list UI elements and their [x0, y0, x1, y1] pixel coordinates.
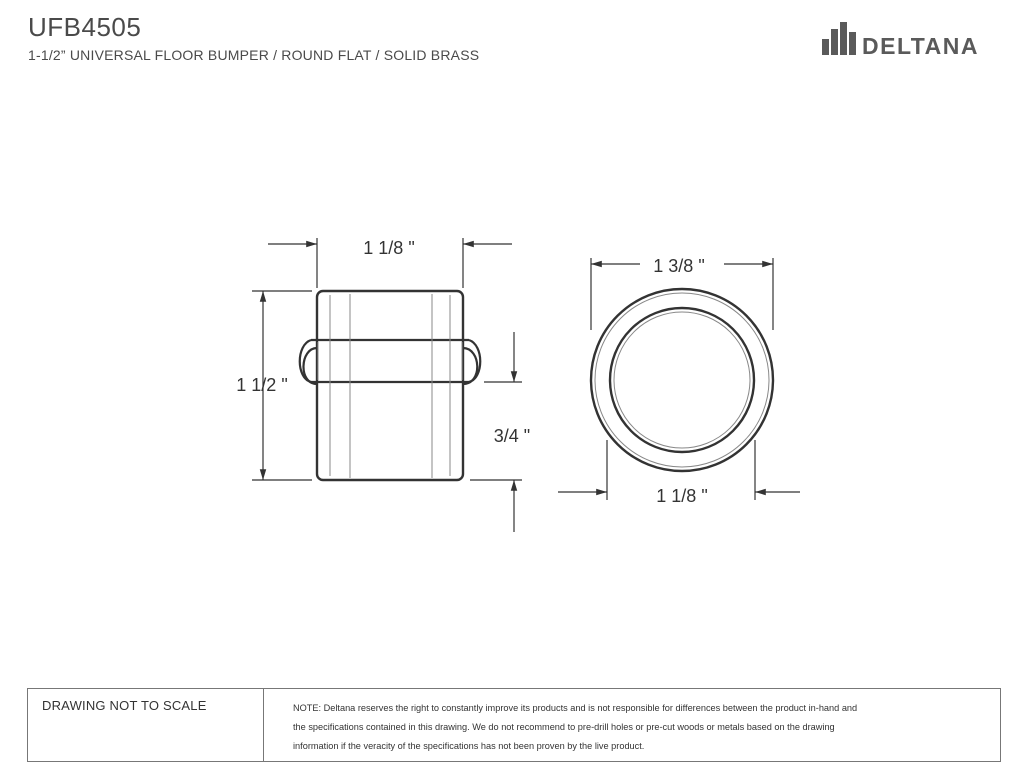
dimension-outer-diameter: 1 3/8 " [653, 256, 705, 276]
side-view [300, 291, 481, 480]
product-code: UFB4505 [28, 12, 142, 42]
footer-box [27, 688, 1001, 762]
brand-name: DELTANA [862, 33, 979, 59]
disclaimer-note [293, 699, 993, 756]
product-description: 1-1/2” UNIVERSAL FLOOR BUMPER / ROUND FLAT / SOLID BRASS [28, 47, 480, 63]
disclaimer-line: NOTE: Deltana reserves the right to constantly improve its products and is not responsible for differences between the product in-hand and [293, 703, 858, 713]
scale-note-cell [28, 689, 264, 761]
top-view [591, 289, 773, 471]
dimension-inner-diameter: 1 1/8 " [656, 486, 708, 506]
dimension-height: 1 1/2 " [236, 375, 288, 395]
disclaimer-line: the specifications contained in this drawing. We do not recommend to pre-drill holes or pre-cut woods or metals based on the drawing [293, 722, 835, 732]
scale-note: DRAWING NOT TO SCALE [42, 698, 207, 713]
dimension-top-width: 1 1/8 " [363, 238, 415, 258]
dimension-lower-height: 3/4 " [493, 426, 531, 446]
disclaimer-line: information if the veracity of the specifications has not been proven by the live product. [293, 741, 645, 751]
